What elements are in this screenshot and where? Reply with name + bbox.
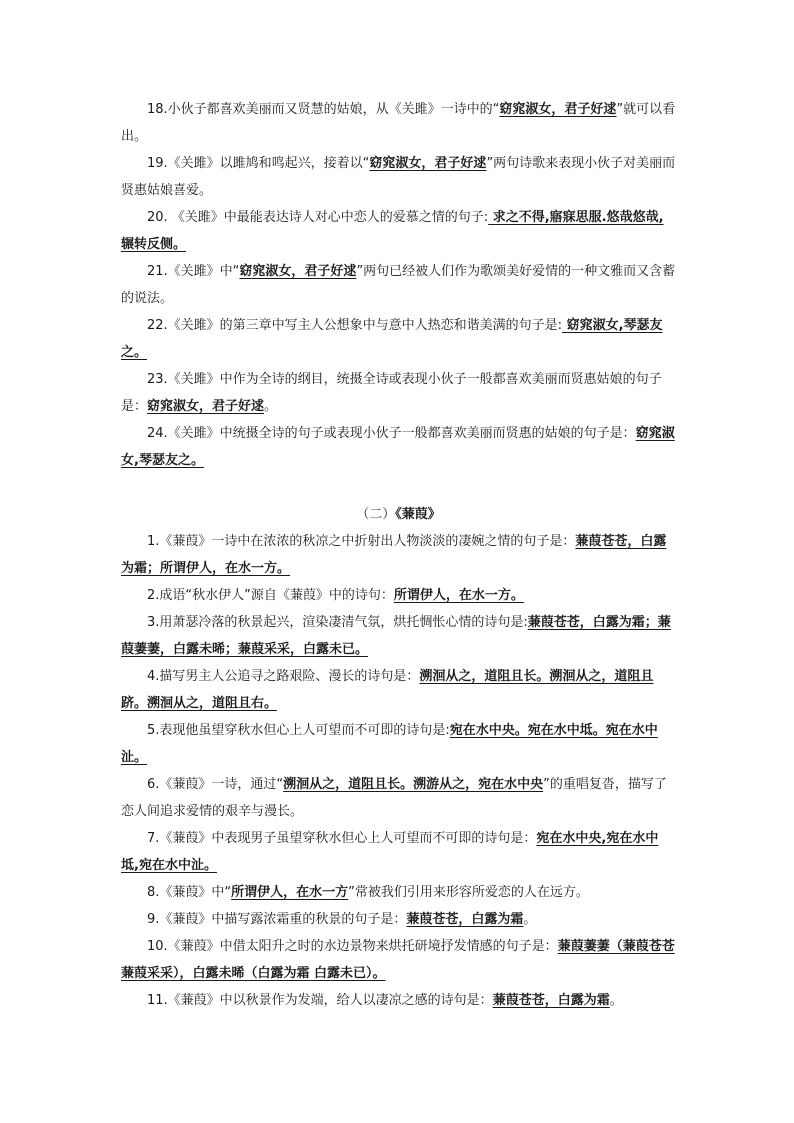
answer-text: 蒹葭萋萋（蒹葭苍苍 蒹葭采采），白露未晞（白露为霜 白露未已）。 [121,939,675,981]
answer-text: 宛在水中央。宛在水中坻。宛在水中沚。 [121,723,658,765]
list-item: 2.成语“秋水伊人”源自《蒹葭》中的诗句：所谓伊人，在水一方。 [147,588,524,603]
answer-text: 窈窕淑女，君子好逑 [147,399,265,414]
heading-title: 《蒹葭》 [395,507,441,522]
answer-text: 窈窕淑女,琴瑟友之。 [121,426,675,468]
answer-text: 窈窕淑女，君子好逑 [499,102,617,117]
answer-text: 窈窕淑女,琴瑟友之。 [121,318,663,360]
list-item: 19.《关雎》以雎鸠和鸣起兴，接着以“窈窕淑女，君子好逑”两句诗歌来表现小伙子对美丽而贤惠姑娘喜爱。 [121,156,676,198]
list-item: 6.《蒹葭》一诗，通过“溯洄从之，道阻且长。溯游从之，宛在水中央”的重唱复沓，描写了恋人间追求爱情的艰辛与漫长。 [121,777,667,819]
list-item: 7.《蒹葭》中表现男子虽望穿秋水但心上人可望而不可即的诗句是：宛在水中央,宛在水中坻,宛在水中沚。 [121,831,659,873]
list-item: 5.表现他虽望穿秋水但心上人可望而不可即的诗句是:宛在水中央。宛在水中坻。宛在水中沚。 [121,723,658,765]
list-item: 1.《蒹葭》一诗中在浓浓的秋凉之中折射出人物淡淡的凄婉之情的句子是：蒹葭苍苍，白露为霜；所谓伊人，在水一方。 [121,534,667,576]
section-guanju-items [121,96,676,474]
heading-number: （二） [356,507,396,522]
answer-text: 溯洄从之，道阻且长。溯洄从之，道阻且跻。溯洄从之，道阻且右。 [121,669,654,711]
answer-text: 溯洄从之，道阻且长。溯游从之，宛在水中央 [283,777,544,792]
list-item: 3.用萧瑟冷落的秋景起兴，渲染凄清气氛，烘托惆怅心情的诗句是:蒹葭苍苍，白露为霜；蒹葭萋萋，白露未晞；蒹葭采采，白露未已。 [121,615,671,657]
list-item: 4.描写男主人公追寻之路艰险、漫长的诗句是：溯洄从之，道阻且长。溯洄从之，道阻且跻。溯洄从之，道阻且右。 [121,669,654,711]
list-item: 10.《蒹葭》中借太阳升之时的水边景物来烘托研境抒发情感的句子是：蒹葭萋萋（蒹葭苍苍 蒹葭采采），白露未晞（白露为霜 白露未已）。 [121,939,675,981]
answer-text: 窈窕淑女，君子好逑 [239,264,357,279]
list-item: 21.《关雎》中“窈窕淑女，君子好逑”两句已经被人们作为歌颂美好爱情的一种文雅而又含蓄的说法。 [121,264,676,306]
section-jianjia-items [121,528,676,1014]
answer-text: 求之不得,寤寐思服.悠哉悠哉,辗转反侧。 [121,210,664,252]
list-item: 20. 《关雎》中最能表达诗人对心中恋人的爱慕之情的句子: 求之不得,寤寐思服.悠哉悠哉,辗转反侧。 [121,210,664,252]
list-item: 24.《关雎》中统摄全诗的句子或表现小伙子一般都喜欢美丽而贤惠的姑娘的句子是：窈窕淑女,琴瑟友之。 [121,426,675,468]
answer-text: 蒹葭苍苍，白露为霜；蒹葭萋萋，白露未晞；蒹葭采采，白露未已。 [121,615,671,657]
answer-text: 蒹葭苍苍，白露为霜；所谓伊人，在水一方。 [121,534,667,576]
list-item: 22.《关雎》的第三章中写主人公想象中与意中人热恋和谐美满的句子是: 窈窕淑女,琴瑟友之。 [121,318,663,360]
list-item: 8.《蒹葭》中“所谓伊人，在水一方”常被我们引用来形容所爱恋的人在远方。 [147,885,589,900]
list-item: 11.《蒹葭》中以秋景作为发端，给人以凄凉之感的诗句是：蒹葭苍苍，白露为霜。 [147,993,623,1008]
answer-text: 所谓伊人，在水一方 [231,885,349,900]
answer-text: 所谓伊人，在水一方。 [393,588,524,603]
answer-text: 窈窕淑女，君子好逑 [369,156,487,171]
list-item: 23.《关雎》中作为全诗的纲目，统摄全诗或表现小伙子一般都喜欢美丽而贤惠姑娘的句子是：窈窕淑女，君子好逑。 [121,372,662,414]
page-content [121,96,676,1014]
section-spacer [121,474,676,501]
answer-text: 蒹葭苍苍，白露为霜 [492,993,610,1008]
answer-text: 宛在水中央,宛在水中坻,宛在水中沚。 [121,831,659,873]
list-item: 18.小伙子都喜欢美丽而又贤慧的姑娘，从《关雎》一诗中的“窈窕淑女，君子好逑”就可以看出。 [121,102,676,144]
section-heading [121,501,676,528]
answer-text: 蒹葭苍苍，白露为霜 [406,912,524,927]
list-item: 9.《蒹葭》中描写露浓霜重的秋景的句子是：蒹葭苍苍，白露为霜。 [147,912,537,927]
